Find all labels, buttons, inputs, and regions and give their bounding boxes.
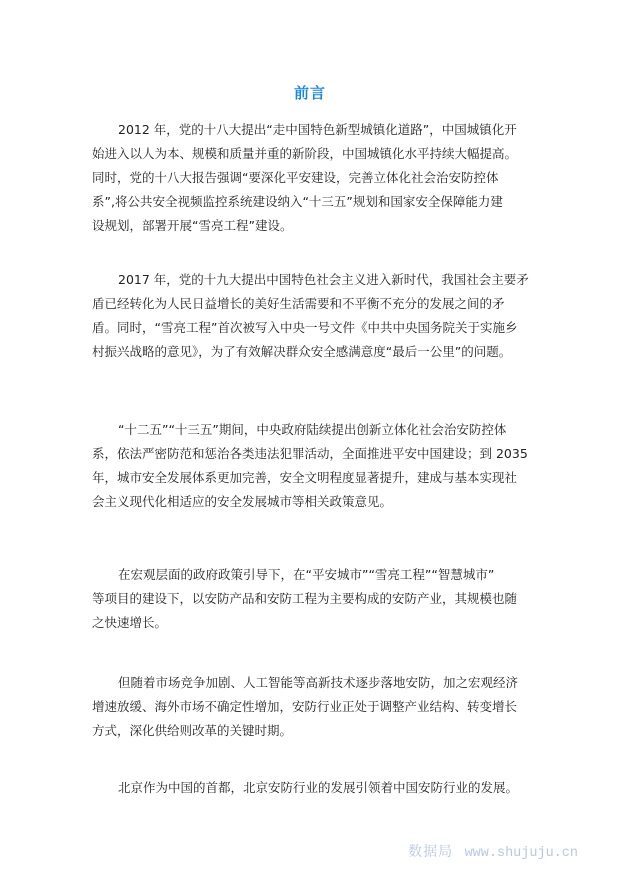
paragraph-line: 2012 年，党的十八大提出“走中国特色新型城镇化道路”，中国城镇化开	[118, 122, 517, 137]
paragraph-line: 盾。同时，“雪亮工程”首次被写入中央一号文件《中共中央国务院关于实施乡	[92, 320, 518, 335]
paragraph-line: 盾已经转化为人民日益增长的美好生活需要和不平衡不充分的发展之间的矛	[92, 296, 505, 311]
paragraph-3	[92, 418, 532, 514]
watermark	[408, 841, 578, 861]
paragraph-5	[92, 671, 532, 743]
paragraph-1	[92, 118, 532, 238]
paragraph-line: 但随着市场竞争加剧、人工智能等高新技术逐步落地安防，加之宏观经济	[118, 675, 519, 690]
paragraph-6	[92, 776, 532, 800]
watermark-url: www.shujuju.cn	[464, 846, 578, 861]
paragraph-line: 同时，党的十八大报告强调“要深化平安建设，完善立体化社会治安防控体	[92, 170, 499, 185]
paragraph-line: 在宏观层面的政府政策引导下，在“平安城市”“雪亮工程”“智慧城市”	[118, 567, 495, 582]
page-title: 前言	[293, 84, 326, 102]
paragraph-line: 村振兴战略的意见》，为了有效解决群众安全感满意度“最后一公里”的问题。	[92, 344, 512, 359]
paragraph-line: 之快速增长。	[92, 615, 168, 630]
paragraph-line: 增速放缓、海外市场不确定性增加，安防行业正处于调整产业结构、转变增长	[92, 699, 518, 714]
watermark-brand: 数据局	[408, 845, 454, 860]
paragraph-line: 2017 年，党的十九大提出中国特色社会主义进入新时代，我国社会主要矛	[118, 272, 529, 287]
paragraph-line: 方式，深化供给则改革的关键时期。	[92, 723, 293, 738]
paragraph-line: 系”,将公共安全视频监控系统建设纳入“十三五”规划和国家安全保障能力建	[92, 194, 503, 209]
paragraph-line: 设规划，部署开展“雪亮工程”建设。	[92, 218, 293, 233]
paragraph-line: 北京作为中国的首都，北京安防行业的发展引领着中国安防行业的发展。	[118, 780, 519, 795]
paragraph-2	[92, 268, 532, 364]
paragraph-line: “十二五”“十三五”期间，中央政府陆续提出创新立体化社会治安防控体	[118, 422, 507, 437]
paragraph-line: 年，城市安全发展体系更加完善，安全文明程度显著提升，建成与基本实现社	[92, 470, 518, 485]
paragraph-4	[92, 563, 532, 635]
paragraph-line: 会主义现代化相适应的安全发展城市等相关政策意见。	[92, 494, 393, 509]
paragraph-line: 系，依法严密防范和惩治各类违法犯罪活动，全面推进平安中国建设；到 2035	[92, 446, 528, 461]
paragraph-line: 等项目的建设下，以安防产品和安防工程为主要构成的安防产业，其规模也随	[92, 591, 518, 606]
paragraph-line: 始进入以人为本、规模和质量并重的新阶段，中国城镇化水平持续大幅提高。	[92, 146, 518, 161]
